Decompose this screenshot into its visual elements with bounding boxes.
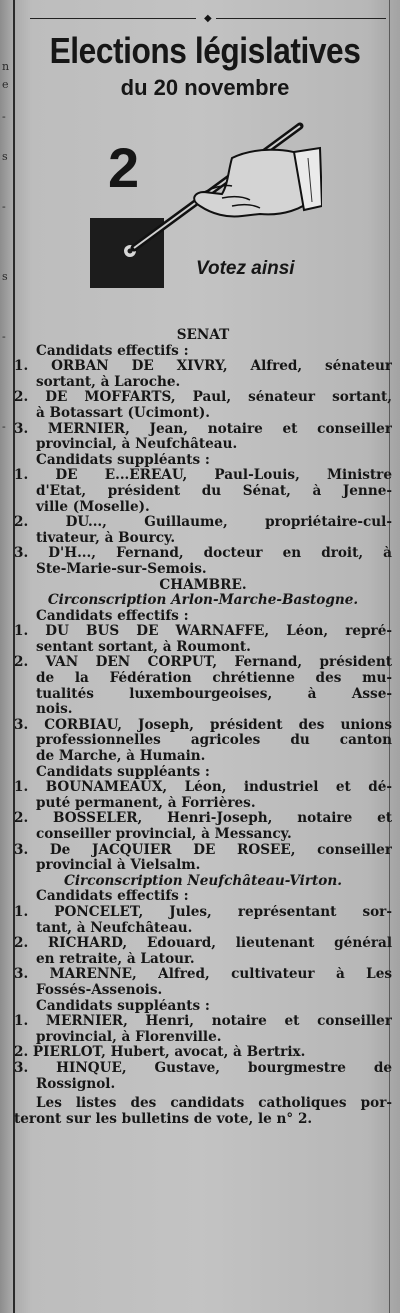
- list-item: Fossés-Assenois.: [36, 982, 163, 998]
- list-item: 1. DU BUS DE WARNAFFE, Léon, repré-: [14, 624, 392, 640]
- list-item: Ste-Marie-sur-Semois.: [36, 561, 207, 577]
- list-item: nois.: [36, 702, 73, 718]
- list-item: 3. D'H..., Fernand, docteur en droit, à: [14, 546, 392, 562]
- list-item: 1. PONCELET, Jules, représentant sor-: [14, 904, 392, 920]
- circ1-suppleants-heading: Candidats suppléants :: [36, 764, 210, 780]
- list-item: tualités luxembourgeoises, à Asse-: [36, 686, 392, 702]
- senat-heading: SENAT: [176, 328, 230, 343]
- list-item: puté permanent, à Forrières.: [36, 795, 256, 811]
- list-item: 3. HINQUE, Gustave, bourgmestre de: [14, 1060, 392, 1076]
- list-item: de Marche, à Humain.: [36, 749, 206, 765]
- list-item: tant, à Neufchâteau.: [36, 920, 193, 936]
- list-item: professionnelles agricoles du canton: [36, 733, 392, 749]
- list-item: 2. PIERLOT, Hubert, avocat, à Bertrix.: [14, 1045, 306, 1061]
- ornament-rule: ◆: [30, 14, 386, 24]
- list-item: 1. DE E...EREAU, Paul-Louis, Ministre: [14, 468, 392, 484]
- chambre-heading: CHAMBRE.: [159, 577, 247, 593]
- masthead-title: Elections législatives: [49, 30, 361, 71]
- senat-suppleants-heading: Candidats suppléants :: [36, 452, 210, 468]
- list-item: à Botassart (Ucimont).: [36, 405, 210, 421]
- list-item: 2. BOSSELER, Henri-Joseph, notaire et: [14, 811, 392, 827]
- list-item: sentant sortant, à Roumont.: [36, 639, 251, 655]
- list-item: tivateur, à Bourcy.: [36, 530, 176, 546]
- circ1-effectifs-heading: Candidats effectifs :: [36, 608, 189, 624]
- list-item: 3. MARENNE, Alfred, cultivateur à Les: [14, 967, 392, 983]
- list-item: sortant, à Laroche.: [36, 374, 181, 390]
- vote-caption: Votez ainsi: [196, 258, 295, 279]
- list-item: 3. CORBIAU, Joseph, président des unions: [14, 717, 392, 733]
- footer-line: Les listes des candidats catholiques por-: [36, 1096, 392, 1112]
- list-item: conseiller provincial, à Messancy.: [36, 827, 292, 842]
- masthead-date: du 20 novembre: [120, 75, 290, 100]
- list-item: provincial à Vielsalm.: [36, 858, 201, 874]
- circonscription-1: Circonscription Arlon-Marche-Bastogne.: [47, 593, 359, 609]
- list-item: provincial, à Neufchâteau.: [36, 437, 238, 453]
- footer-line: teront sur les bulletins de vote, le n° 2.: [14, 1111, 313, 1127]
- adjacent-column-fragments: n e - s - s - -: [2, 60, 10, 433]
- list-item: 1. MERNIER, Henri, notaire et conseiller: [14, 1014, 392, 1030]
- list-item: 2. DE MOFFARTS, Paul, sénateur sortant,: [14, 390, 392, 406]
- list-item: en retraite, à Latour.: [36, 951, 195, 967]
- list-item: 3. De JACQUIER DE ROSEE, conseiller: [14, 842, 392, 858]
- list-item: ville (Moselle).: [36, 499, 150, 515]
- circonscription-2: Circonscription Neufchâteau-Virton.: [64, 873, 342, 889]
- list-number: 2: [108, 136, 140, 199]
- candidate-list: [14, 328, 392, 1127]
- circ2-suppleants-heading: Candidats suppléants :: [36, 998, 210, 1014]
- list-item: de la Fédération chrétienne des mu-: [36, 671, 392, 687]
- list-item: 2. VAN DEN CORPUT, Fernand, président: [14, 655, 392, 671]
- list-item: 1. BOUNAMEAUX, Léon, industriel et dé-: [14, 780, 392, 796]
- list-item: 1. ORBAN DE XIVRY, Alfred, sénateur: [14, 359, 392, 375]
- list-item: Rossignol.: [36, 1076, 116, 1092]
- circ2-effectifs-heading: Candidats effectifs :: [36, 889, 189, 905]
- list-item: 3. MERNIER, Jean, notaire et conseiller: [14, 421, 392, 437]
- list-item: 2. DU..., Guillaume, propriétaire-cul-: [14, 515, 392, 531]
- list-item: 2. RICHARD, Edouard, lieutenant général: [14, 936, 392, 952]
- senat-effectifs-heading: Candidats effectifs :: [36, 343, 189, 359]
- list-item: d'Etat, président du Sénat, à Jenne-: [36, 483, 392, 499]
- list-item: provincial, à Florenville.: [36, 1029, 222, 1045]
